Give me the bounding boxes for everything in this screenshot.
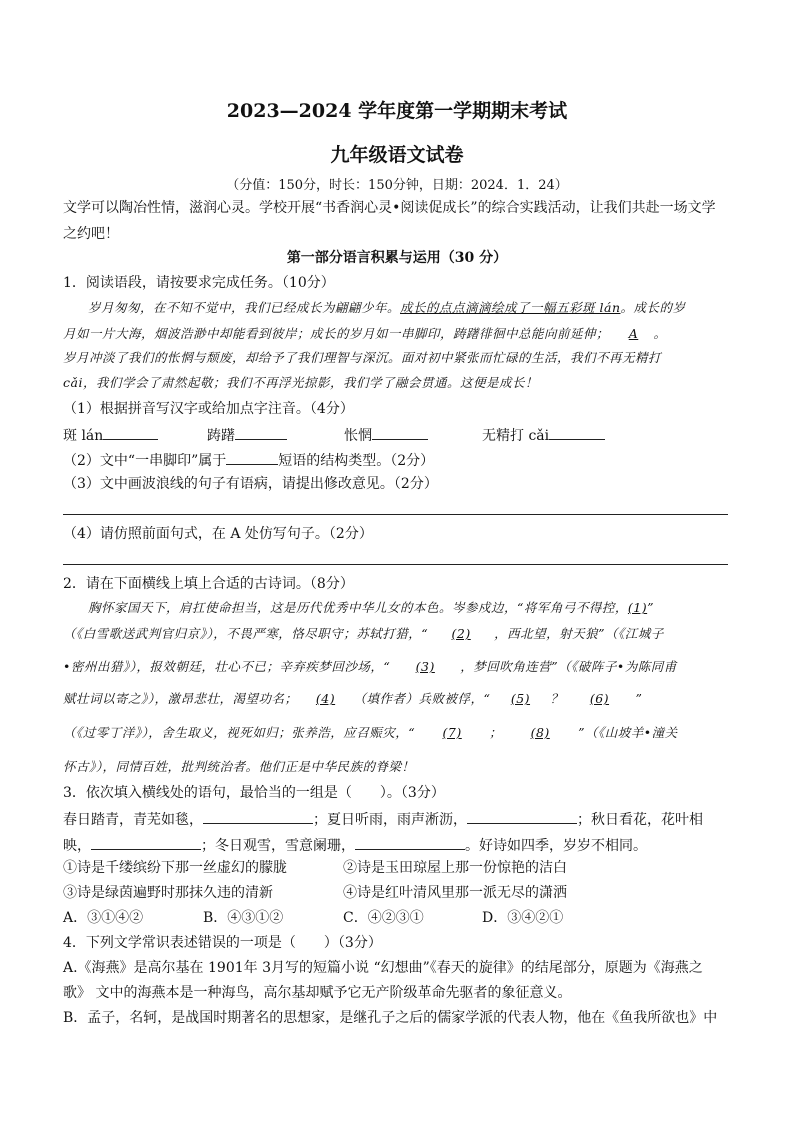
q4-option-b-line-1: B．孟子，名轲，是战国时期著名的思想家，是继孔子之后的儒家学派的代表人物，他在《鱼我所欲也》中	[63, 1010, 718, 1026]
poem-blank-7[interactable]: (7)	[442, 725, 462, 740]
q1-passage-text: 。	[653, 326, 667, 341]
intro-line-2: 之约吧！	[63, 226, 119, 242]
exam-subtitle: 九年级语文试卷	[330, 144, 464, 166]
answer-blank[interactable]	[467, 811, 577, 824]
q1-passage-line-1	[88, 302, 728, 315]
q1-passage-line-4: cǎi，我们学会了肃然起敬；我们不再浮光掠影，我们学了融会贯通。这便是成长！	[63, 375, 538, 390]
pinyin-item-1: 斑 lán	[63, 427, 158, 443]
q2-line-1: 胸怀家国天下，肩扛使命担当，这是历代优秀中华儿女的本色。岑参戍边，“将军角弓不得控，(1)”	[88, 600, 655, 615]
answer-blank[interactable]	[103, 427, 158, 440]
q3-line-2: 映， ；冬日观雪，雪意阑珊， 。好诗如四季，岁岁不相同。	[63, 838, 647, 854]
choice-d[interactable]: D．③④②①	[482, 910, 564, 926]
choice-b[interactable]: B．④③①②	[203, 910, 284, 926]
section-title: 第一部分语言积累与运用（30 分）	[286, 250, 508, 266]
poem-blank-8[interactable]: (8)	[530, 725, 550, 740]
q1-stem: 1．阅读语段，请按要求完成任务。（10分）	[63, 275, 335, 291]
q3-stem: 3．依次填入横线处的语句，最恰当的一组是（ ）。（3分）	[63, 785, 445, 801]
pinyin-item-3: 怅惘	[344, 427, 428, 443]
q1-passage-text: 月如一片大海，烟波浩渺中却能看到彼岸；成长的岁月如一串脚印，踌躇徘徊中总能向前延伸；	[63, 326, 610, 341]
q2-line-4: 赋壮词以寄之》），激昂悲壮，渴望功名； (4) （填作者）兵败被俘，“ (5) ？ (6) ”	[63, 691, 643, 706]
poem-blank-5[interactable]: (5)	[510, 691, 531, 706]
poem-blank-3[interactable]: (3)	[415, 659, 435, 674]
intro-line-1: 文学可以陶冶性情，滋润心灵。学校开展“书香润心灵•阅读促成长”的综合实践活动，让我们共赴一场文学	[63, 200, 716, 216]
answer-blank[interactable]	[372, 427, 428, 440]
exam-title: 2023—2024 学年度第一学期期末考试	[226, 100, 568, 122]
pinyin-item-2: 踌躇	[207, 427, 287, 443]
q1-blank-a[interactable]: A	[628, 326, 639, 341]
q1-passage-line-2	[63, 328, 731, 341]
answer-blank[interactable]	[235, 427, 287, 440]
answer-blank[interactable]	[203, 811, 313, 824]
q1-underlined-sentence: 成长的点点滴滴绘成了一幅五彩斑 lán	[400, 300, 621, 315]
answer-line[interactable]	[63, 514, 728, 515]
q1-passage-text: 。成长的岁	[620, 300, 686, 315]
poem-blank-2[interactable]: (2)	[451, 626, 471, 641]
q4-option-a-line-1: A.《海燕》是高尔基在 1901年 3月写的短篇小说 “幻想曲”《春天的旋律》的结尾部分，原题为《海燕之	[63, 960, 703, 976]
q2-line-5: （《过零丁洋》），舍生取义，视死如归；张养浩，应召赈灾，“ (7) ； (8) ”（《山坡羊•潼关	[63, 725, 678, 740]
exam-meta: （分值：150分，时长：150分钟，日期：2024．1．24）	[226, 178, 568, 193]
q1-sub3: （3）文中画波浪线的句子有语病，请提出修改意见。（2分）	[63, 476, 438, 492]
answer-blank[interactable]	[226, 452, 278, 465]
choice-a[interactable]: A．③①④②	[63, 910, 144, 926]
q1-passage-text: 岁月匆匆，在不知不觉中，我们已经成长为翩翩少年。	[88, 300, 401, 315]
q3-option-4: ④诗是红叶清风里那一派无尽的潇洒	[343, 885, 567, 901]
q3-option-3: ③诗是绿茵遍野时那抹久违的清新	[63, 885, 273, 901]
answer-blank[interactable]	[91, 837, 201, 850]
q3-line-1: 春日踏青，青芜如毯， ；夏日听雨，雨声淅沥， ；秋日看花，花叶相	[63, 812, 703, 828]
q3-option-2: ②诗是玉田琼屋上那一份惊艳的洁白	[343, 860, 567, 876]
poem-blank-1[interactable]: (1)	[627, 600, 648, 615]
q2-line-2: （《白雪歌送武判官归京》），不畏严寒，恪尽职守；苏轼打猎，“ (2) ，西北望，射天狼”（《江城子	[63, 626, 664, 641]
q2-stem: 2．请在下面横线上填上合适的古诗词。（8分）	[63, 576, 354, 592]
answer-blank[interactable]	[355, 837, 465, 850]
q2-line-3: •密州出猎》），报效朝廷，壮心不已；辛弃疾梦回沙场，“ (3) ，梦回吹角连营”（《破阵子•为陈同甫	[63, 659, 677, 674]
q4-option-a-line-2: 歌》 文中的海燕本是一种海鸟，高尔基却赋予它无产阶级革命先驱者的象征意义。	[63, 985, 572, 1001]
q1-sub1: （1）根据拼音写汉字或给加点字注音。（4分）	[63, 401, 354, 417]
pinyin-item-4: 无精打 cǎi	[482, 427, 605, 443]
q1-sub2: （2）文中“一串脚印”属于 短语的结构类型。（2分）	[63, 453, 435, 469]
q1-passage-line-3: 岁月冲淡了我们的怅惘与颓废，却给予了我们理智与深沉。面对初中紧张而忙碌的生活，我们不再无精打	[63, 350, 662, 365]
q2-line-6: 怀古》），同情百姓，批判统治者。他们正是中华民族的脊梁！	[63, 759, 415, 774]
poem-blank-6[interactable]: (6)	[589, 691, 610, 706]
choice-c[interactable]: C．④②③①	[343, 910, 424, 926]
q1-sub4: （4）请仿照前面句式，在 A 处仿写句子。（2分）	[63, 526, 373, 542]
q3-option-1: ①诗是千缕缤纷下那一丝虚幻的朦胧	[63, 860, 287, 876]
answer-line[interactable]	[63, 564, 728, 565]
q4-stem: 4．下列文学常识表述错误的一项是（ ）（3分）	[63, 935, 382, 951]
answer-blank[interactable]	[549, 427, 605, 440]
poem-blank-4[interactable]: (4)	[315, 691, 336, 706]
